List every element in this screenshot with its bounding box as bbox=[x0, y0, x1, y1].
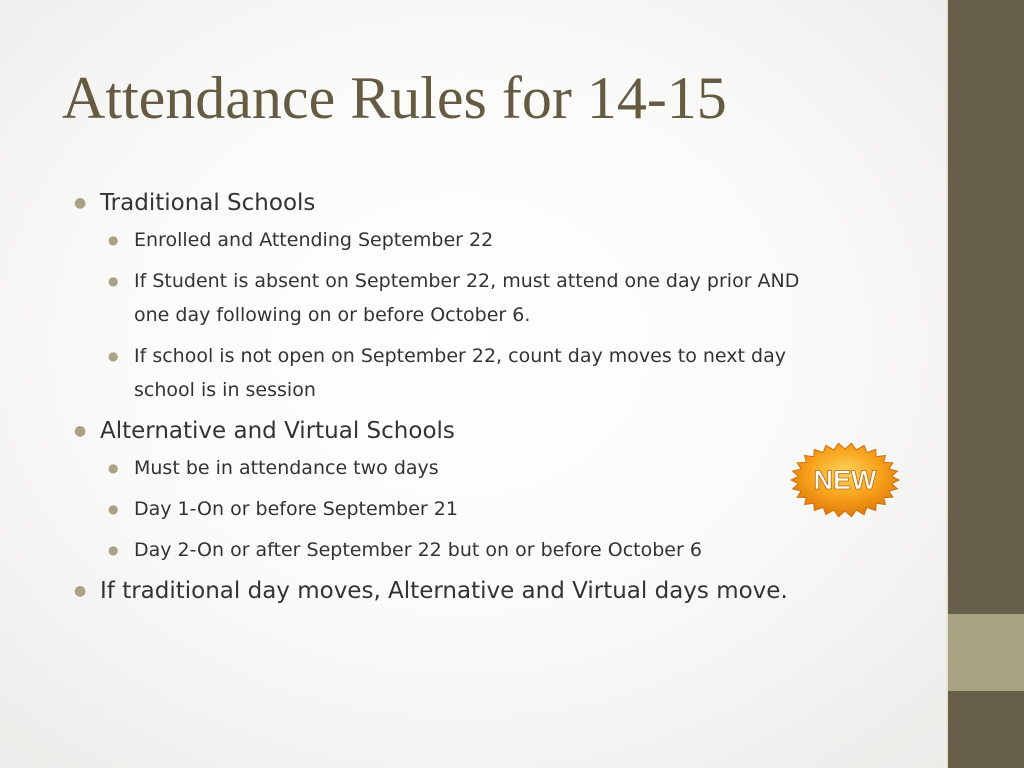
bullet-dot-icon: ● bbox=[74, 195, 87, 211]
bullet-text: Day 1-On or before September 21 bbox=[134, 498, 458, 520]
bullet-text: Traditional Schools bbox=[100, 190, 316, 216]
bullet-level2 bbox=[74, 339, 834, 407]
bullet-text: Must be in attendance two days bbox=[134, 457, 439, 479]
bullet-text: Enrolled and Attending September 22 bbox=[134, 229, 494, 251]
bullet-dot-icon: ● bbox=[108, 461, 119, 475]
bullet-level2 bbox=[74, 492, 834, 526]
bullet-level2 bbox=[74, 264, 834, 332]
bullet-dot-icon: ● bbox=[108, 543, 119, 557]
slide-body bbox=[74, 186, 894, 611]
bullet-dot-icon: ● bbox=[108, 502, 119, 516]
sidebar-accent-block bbox=[948, 614, 1024, 691]
bullet-dot-icon: ● bbox=[74, 583, 87, 599]
bullet-text: Alternative and Virtual Schools bbox=[100, 418, 455, 444]
bullet-level2 bbox=[74, 533, 834, 567]
bullet-dot-icon: ● bbox=[74, 423, 87, 439]
new-starburst-icon bbox=[790, 442, 900, 518]
bullet-level1 bbox=[74, 574, 894, 608]
bullet-text: If school is not open on September 22, count day moves to next day school is in session bbox=[134, 345, 786, 401]
badge-label: NEW bbox=[813, 465, 877, 495]
bullet-text: If Student is absent on September 22, must attend one day prior AND one day following on or before October 6. bbox=[134, 270, 800, 326]
bullet-dot-icon: ● bbox=[108, 274, 119, 288]
bullet-level1 bbox=[74, 414, 894, 448]
bullet-level2 bbox=[74, 451, 834, 485]
bullet-dot-icon: ● bbox=[108, 233, 119, 247]
bullet-text: If traditional day moves, Alternative and Virtual days move. bbox=[100, 578, 788, 604]
bullet-text: Day 2-On or after September 22 but on or before October 6 bbox=[134, 539, 702, 561]
slide-title: Attendance Rules for 14-15 bbox=[62, 65, 727, 131]
bullet-dot-icon: ● bbox=[108, 349, 119, 363]
bullet-level1 bbox=[74, 186, 894, 220]
bullet-level2 bbox=[74, 223, 834, 257]
